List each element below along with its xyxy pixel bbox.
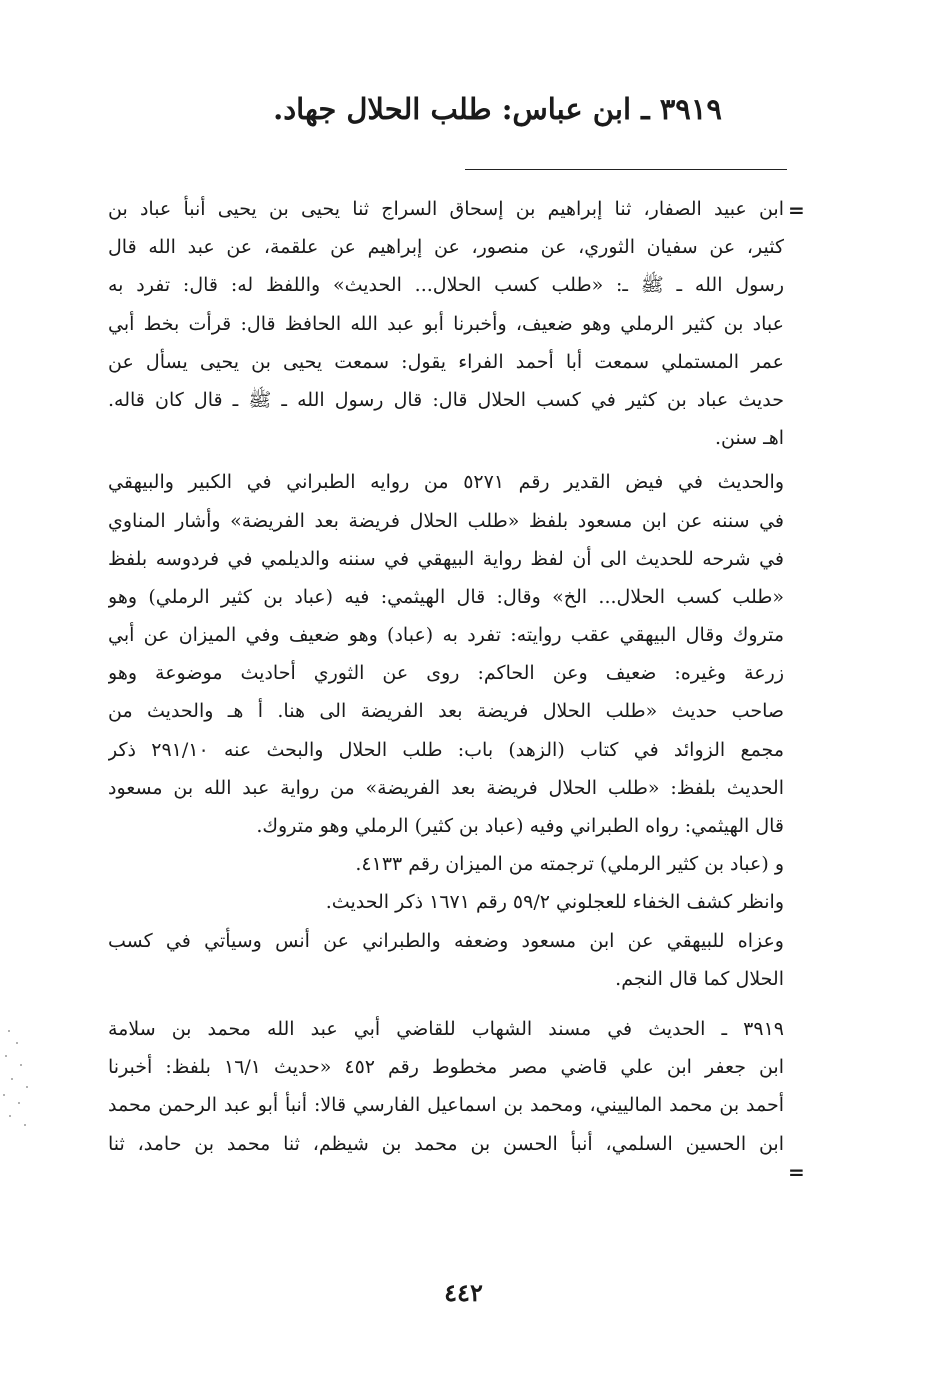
text-line: صاحب حديث «طلب الحلال فريضة بعد الفريضة الى هنا. أ هـ والحديث من [108,700,784,723]
text-line: أحمد بن محمد المالييني، ومحمد بن اسماعيل الفارسي قالا: أنبأ أبو عبد الرحمن محمد [108,1094,784,1117]
text-line: عباد بن كثير الرملي وهو ضعيف، وأخبرنا أبو عبد الله الحافظ قال: قرأت بخط أبي [108,312,784,335]
continuation-marker-top: = [788,198,805,222]
text-line: ابن عبيد الصفار، ثنا إبراهيم بن إسحاق السراج ثنا يحيى بن يحيى أنبأ عباد بن [108,198,784,220]
text-line: و (عباد بن كثير الرملي) ترجمته من الميزان رقم ٤١٣٣. [355,853,784,876]
text-line: وانظر كشف الخفاء للعجلوني ٥٩/٢ رقم ١٦٧١ ذكر الحديث. [325,891,784,914]
footnote-body [108,190,784,1163]
text-line: مجمع الزوائد في كتاب (الزهد) باب: طلب الحلال والبحث عنه ٢٩١/١٠ ذكر [108,738,784,761]
text-line: عمر المستملي سمعت أبا أحمد الفراء يقول: سمعت يحيى بن يحيى يسأل عن [108,350,784,373]
text-line: كثير، عن سفيان الثوري، عن منصور، عن إبراهيم عن علقمة، عن عبد الله قال [108,236,784,259]
text-line: في شرحه للحديث الى أن لفظ رواية البيهقي في سننه والديلمي في فردوسه بلفظ [108,547,784,570]
text-line: رسول الله ـ ﷺ ـ: «طلب كسب الحلال... الحديث» واللفظ له: قال: تفرد به [108,274,784,297]
text-line: حديث عباد بن كثير في كسب الحلال قال: قال رسول الله ـ ﷺ ـ قال كان قاله. [108,388,784,411]
continuation-marker-bottom: = [788,1160,805,1184]
text-line: والحديث في فيض القدير رقم ٥٢٧١ من روايه الطبراني في الكبير والبيهقي [108,471,784,494]
text-line: الحديث بلفظ: «طلب الحلال فريضة بعد الفريضة» من رواية عبد الله بن مسعود [108,776,784,799]
text-line: الحلال كما قال النجم. [615,967,784,990]
text-line: متروك وقال البيهقي عقب روايته: تفرد به (عباد) وهو ضعيف وفي الميزان عن أبي [108,624,784,647]
text-line: ابن جعفر ابن علي قاضي مصر مخطوط رقم ٤٥٢ «حديث ١٦/١ بلفظ: أخبرنا [108,1056,784,1079]
scan-specks [0,1020,40,1140]
entry-heading: ٣٩١٩ ـ ابن عباس: طلب الحلال جهاد. [273,92,722,126]
text-line: في سننه عن ابن مسعود بلفظ «طلب الحلال فريضة بعد الفريضة» وأشار المناوي [108,509,784,532]
page-number: ٤٤٢ [444,1278,483,1307]
text-line: قال الهيثمي: رواه الطبراني وفيه (عباد بن كثير) الرملي وهو متروك. [256,815,784,837]
text-line: ابن الحسين السلمي، أنبأ الحسن بن محمد بن شيظم، ثنا محمد بن حامد، ثنا [108,1132,784,1155]
text-line: ٣٩١٩ ـ الحديث في مسند الشهاب للقاضي أبي عبد الله محمد بن سلامة [108,1017,784,1040]
text-line: وعزاه للبيهقي عن ابن مسعود وضعفه والطبراني عن أنس وسيأتي في كسب [108,929,784,952]
separator-rule [465,169,787,170]
text-line: اهـ سنن. [714,427,784,450]
text-line: «طلب كسب الحلال... الخ» وقال: قال الهيثمي: فيه (عباد بن كثير الرملي) وهو [108,585,784,608]
text-line: زرعة وغيره: ضعيف وعن الحاكم: روى عن الثوري أحاديث موضوعة وهو [108,662,784,685]
